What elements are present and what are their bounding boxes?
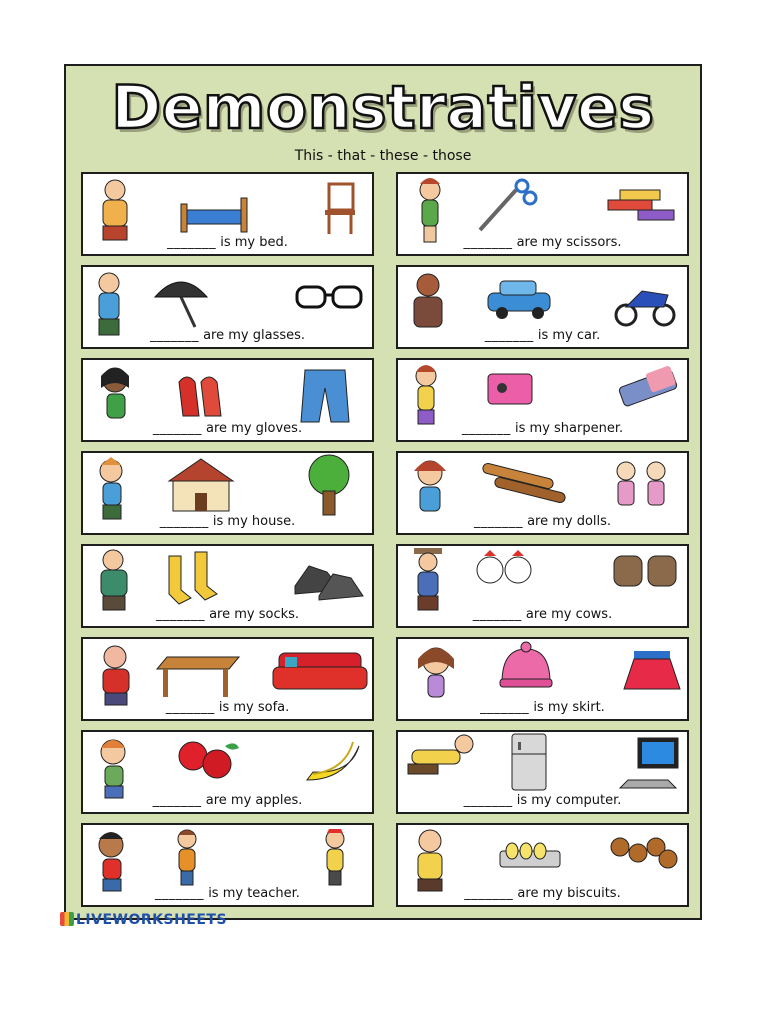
boy-icon bbox=[101, 740, 125, 798]
answer-blank[interactable]: _______ bbox=[167, 235, 217, 250]
exercise-sentence: _______ are my socks. bbox=[155, 607, 300, 622]
exercise-card bbox=[396, 637, 689, 721]
exercise-card bbox=[396, 451, 689, 535]
exercise-card bbox=[396, 730, 689, 814]
exercise-card bbox=[81, 637, 374, 721]
exercise-card bbox=[396, 544, 689, 628]
socks-icon bbox=[169, 552, 217, 604]
chair-icon bbox=[325, 184, 355, 234]
bed-icon bbox=[181, 198, 247, 232]
answer-blank[interactable]: _______ bbox=[155, 886, 205, 901]
man-icon bbox=[414, 274, 442, 327]
man-icon bbox=[418, 830, 442, 891]
answer-blank[interactable]: _______ bbox=[484, 328, 534, 343]
exercise-card bbox=[81, 265, 374, 349]
eraser-icon bbox=[618, 365, 677, 407]
answer-blank[interactable]: _______ bbox=[480, 700, 530, 715]
glasses-icon bbox=[297, 287, 361, 307]
exercise-sentence: _______ is my house. bbox=[159, 514, 296, 529]
exercise-sentence: _______ are my biscuits. bbox=[464, 886, 621, 901]
liveworksheets-logo-icon bbox=[60, 912, 74, 926]
table-icon bbox=[157, 657, 239, 697]
exercise-sentence: _______ is my skirt. bbox=[480, 700, 605, 715]
answer-blank[interactable]: _______ bbox=[464, 886, 514, 901]
bananas-icon bbox=[307, 742, 359, 780]
tree-icon bbox=[309, 455, 349, 515]
worksheet-panel bbox=[64, 64, 702, 920]
brand-label: LIVEWORKSHEETS bbox=[76, 912, 228, 928]
answer-blank[interactable]: _______ bbox=[461, 421, 511, 436]
exercise-card bbox=[396, 172, 689, 256]
hat-icon bbox=[500, 642, 552, 687]
teacher-icon bbox=[178, 830, 196, 885]
skateboards-icon bbox=[482, 462, 566, 503]
woman-icon bbox=[414, 461, 446, 511]
answer-blank[interactable]: _______ bbox=[152, 793, 202, 808]
teacher-icon bbox=[326, 829, 344, 885]
page-title: Demonstratives bbox=[111, 73, 655, 143]
apples-icon bbox=[179, 742, 239, 778]
eggs-icon bbox=[500, 843, 560, 867]
exercise-sentence: _______ is my computer. bbox=[463, 793, 622, 808]
computer-icon bbox=[620, 738, 678, 788]
answer-blank[interactable]: _______ bbox=[165, 700, 215, 715]
answer-blank[interactable]: _______ bbox=[159, 514, 209, 529]
answer-blank[interactable]: _______ bbox=[152, 421, 202, 436]
exercise-sentence: _______ are my dolls. bbox=[473, 514, 612, 529]
cows-icon bbox=[614, 556, 676, 586]
exercise-sentence: _______ is my bed. bbox=[167, 235, 288, 250]
dolls-icon bbox=[617, 462, 665, 505]
answer-blank[interactable]: _______ bbox=[463, 793, 513, 808]
fridge-icon bbox=[512, 734, 546, 790]
skirt-icon bbox=[624, 651, 680, 689]
man-icon bbox=[99, 273, 119, 335]
exercise-card bbox=[81, 730, 374, 814]
man-icon bbox=[414, 548, 442, 610]
man-icon bbox=[103, 646, 129, 705]
sneakers-icon bbox=[295, 566, 363, 600]
man-icon bbox=[101, 550, 127, 610]
exercise-sentence: _______ are my cows. bbox=[472, 607, 613, 622]
exercise-card bbox=[81, 544, 374, 628]
girl-icon bbox=[418, 648, 454, 697]
exercise-sentence: _______ are my glasses. bbox=[149, 328, 306, 343]
exercise-card bbox=[81, 358, 374, 442]
exercise-sentence: _______ are my gloves. bbox=[152, 421, 303, 436]
motorbike-icon bbox=[616, 291, 674, 325]
exercise-card bbox=[396, 823, 689, 907]
biscuits-icon bbox=[611, 838, 677, 868]
exercise-card bbox=[396, 265, 689, 349]
boy-icon bbox=[100, 457, 122, 519]
page-subtitle: This - that - these - those bbox=[294, 148, 472, 164]
girl-icon bbox=[101, 368, 129, 418]
answer-blank[interactable]: _______ bbox=[473, 514, 523, 529]
exercise-sentence: _______ are my apples. bbox=[152, 793, 303, 808]
man-icon bbox=[103, 180, 127, 240]
brand-footer[interactable] bbox=[60, 912, 227, 928]
trousers-icon bbox=[301, 370, 349, 422]
exercise-card bbox=[81, 172, 374, 256]
woman-icon bbox=[416, 365, 436, 424]
exercise-card bbox=[81, 451, 374, 535]
exercise-sentence: _______ is my sharpener. bbox=[461, 421, 624, 436]
exercise-sentence: _______ is my car. bbox=[484, 328, 601, 343]
books-icon bbox=[608, 190, 674, 220]
chickens-icon bbox=[477, 550, 531, 583]
answer-blank[interactable]: _______ bbox=[149, 328, 199, 343]
exercise-sentence: _______ is my teacher. bbox=[155, 886, 300, 901]
answer-blank[interactable]: _______ bbox=[155, 607, 205, 622]
boy-icon bbox=[99, 832, 123, 891]
exercise-sentence: _______ is my sofa. bbox=[165, 700, 290, 715]
car-icon bbox=[488, 281, 550, 319]
exercise-card bbox=[81, 823, 374, 907]
umbrella-icon bbox=[155, 282, 207, 327]
sharpener-icon bbox=[488, 374, 532, 404]
answer-blank[interactable]: _______ bbox=[463, 235, 513, 250]
exercise-sentence: _______ are my scissors. bbox=[463, 235, 622, 250]
man-icon bbox=[408, 735, 473, 774]
sofa-icon bbox=[273, 653, 367, 689]
house-icon bbox=[169, 459, 233, 511]
woman-icon bbox=[420, 178, 440, 242]
scissors-icon bbox=[480, 180, 536, 230]
exercise-card bbox=[396, 358, 689, 442]
answer-blank[interactable]: _______ bbox=[472, 607, 522, 622]
gloves-icon bbox=[179, 377, 221, 416]
